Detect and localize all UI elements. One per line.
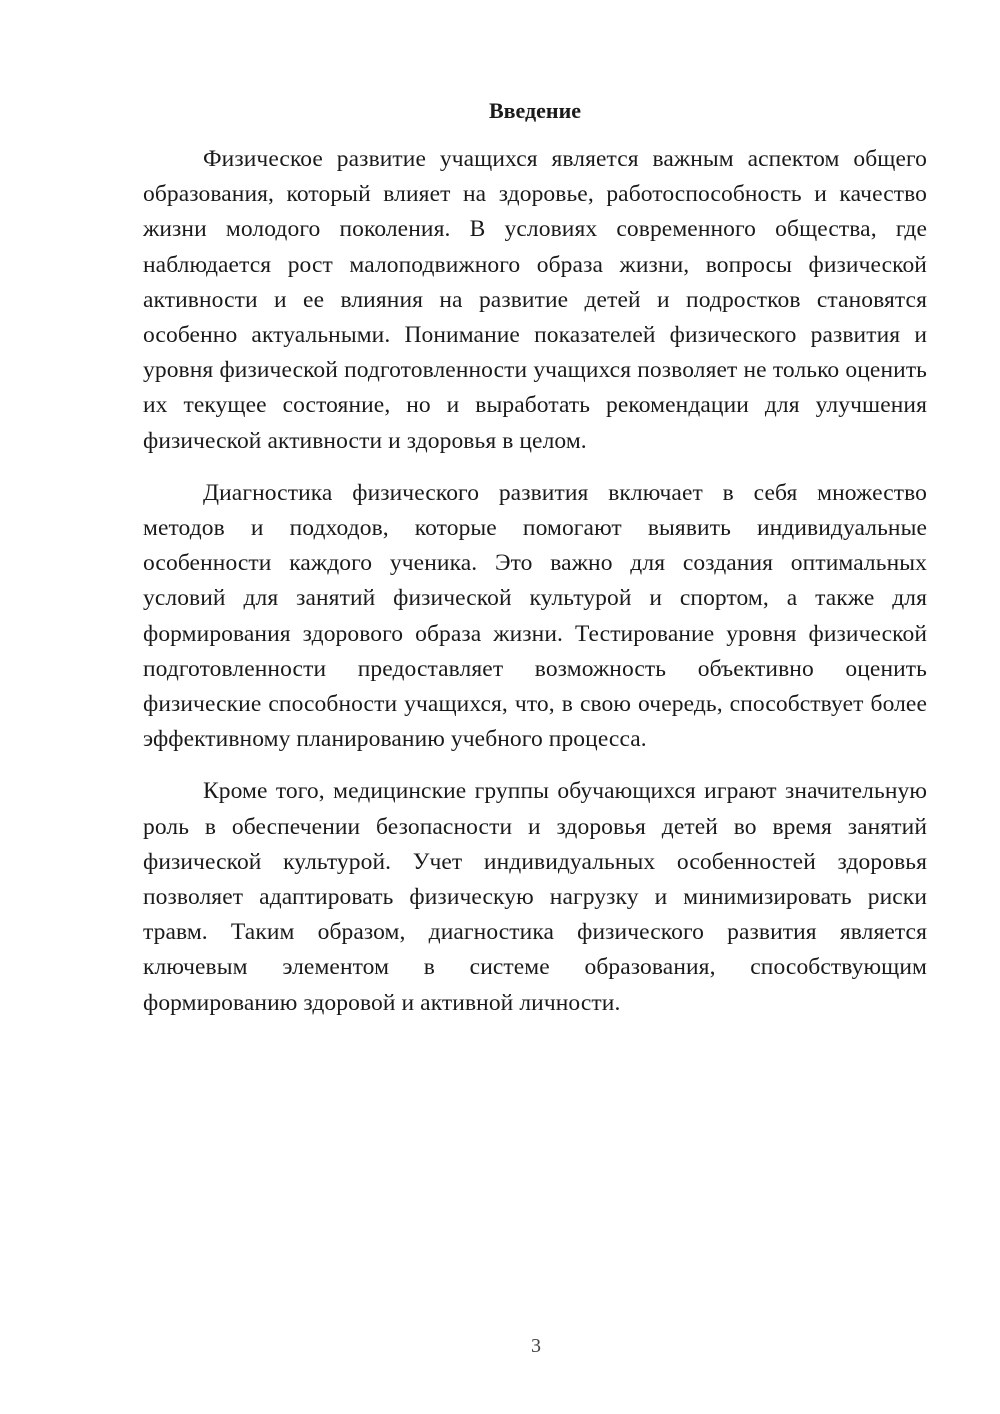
page-number: 3 bbox=[531, 1335, 541, 1357]
paragraph-2: Диагностика физического развития включает в себя множество методов и подходов, которые помогают выявить индивидуальные особенности каждого ученика. Это важно для создания оптимальных условий для занятий физической культурой и спортом, а также для формирования здорового образа жизни. Тестирование уровня физической подготовленности предоставляет возможность объективно оценить физические способности учащихся, что, в свою очередь, способствует более эффективному планированию учебного процесса. bbox=[143, 479, 927, 753]
page-title: Введение bbox=[488, 98, 582, 123]
paragraph-1: Физическое развитие учащихся является важным аспектом общего образования, который влияет на здоровье, работоспособность и качество жизни молодого поколения. В условиях современного общества, где наблюдается рост малоподвижного образа жизни, вопросы физической активности и ее влияния на развитие детей и подростков становятся особенно актуальными. Понимание показателей физического развития и уровня физической подготовленности учащихся позволяет не только оценить их текущее состояние, но и выработать рекомендации для улучшения физической активности и здоровья в целом. bbox=[143, 146, 927, 454]
document-body bbox=[143, 142, 927, 1038]
paragraph-3: Кроме того, медицинские группы обучающихся играют значительную роль в обеспечении безопасности и здоровья детей во время занятий физической культурой. Учет индивидуальных особенностей здоровья позволяет адаптировать физическую нагрузку и минимизировать риски травм. Таким образом, диагностика физического развития является ключевым элементом в системе образования, способствующим формированию здоровой и активной личности. bbox=[143, 778, 927, 1016]
